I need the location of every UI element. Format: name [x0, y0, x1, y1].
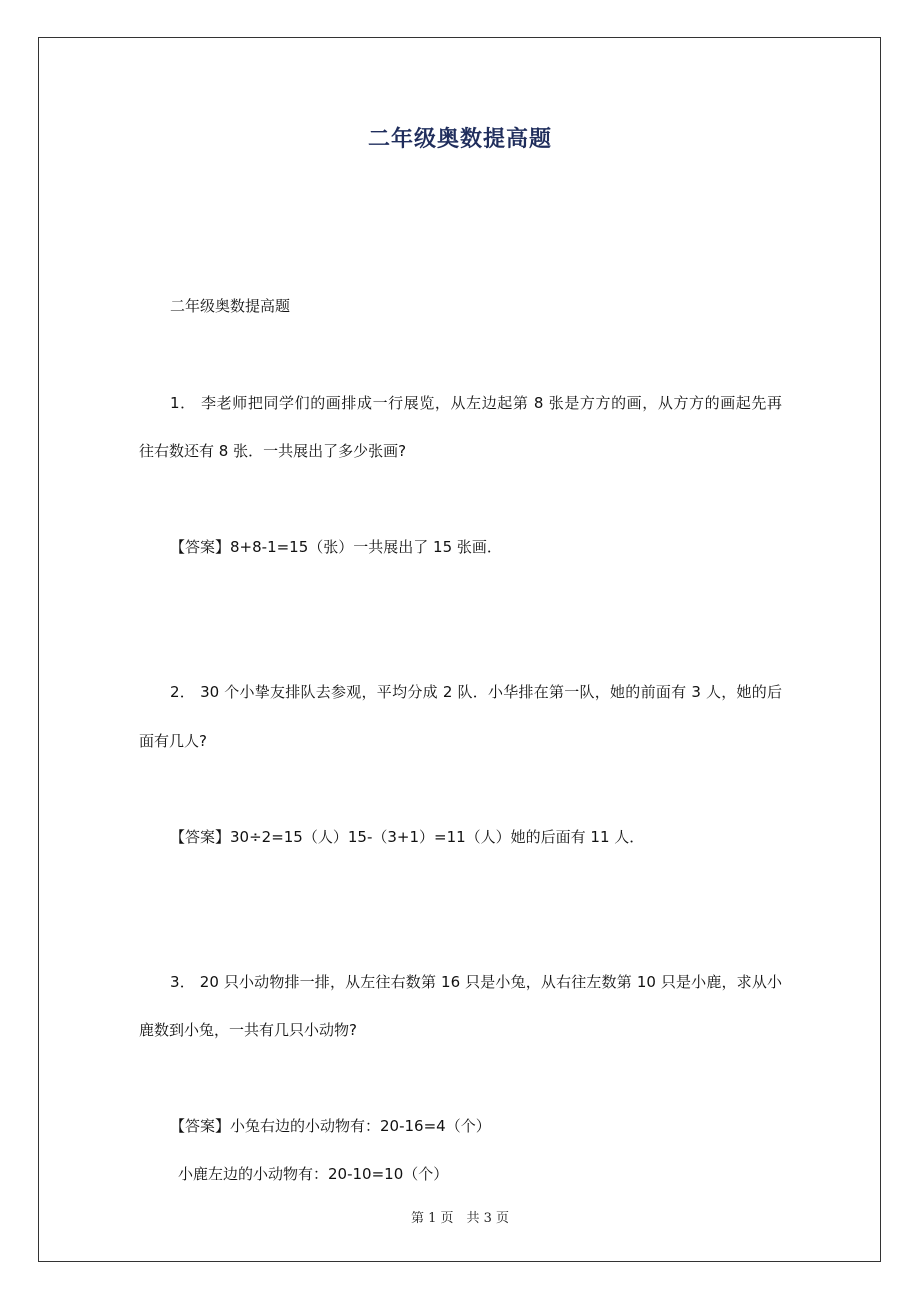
question-2-line-1: 2． 30 个小挚友排队去参观，平均分成 2 队．小华排在第一队，她的前面有 3 人，她的后: [170, 683, 782, 701]
subtitle: 二年级奥数提高题: [170, 297, 291, 315]
question-3-line-2: 鹿数到小兔，一共有几只小动物?: [139, 1021, 357, 1039]
question-2-line-2: 面有几人?: [139, 732, 207, 750]
page-frame: [38, 37, 881, 1262]
page-footer: 第 1 页 共 3 页: [410, 1211, 510, 1226]
document-title: 二年级奥数提高题: [367, 127, 552, 152]
question-1-line-2: 往右数还有 8 张．一共展出了多少张画?: [139, 442, 407, 460]
question-1-answer: 【答案】8+8-1=15（张）一共展出了 15 张画．: [170, 538, 502, 556]
question-1-line-1: 1． 李老师把同学们的画排成一行展览，从左边起第 8 张是方方的画，从方方的画起先再: [170, 394, 782, 412]
question-2-answer: 【答案】30÷2=15（人）15-（3+1）=11（人）她的后面有 11 人．: [170, 828, 645, 846]
question-3-answer-line-2: 小鹿左边的小动物有：20-10=10（个）: [178, 1165, 449, 1183]
question-3-line-1: 3． 20 只小动物排一排，从左往右数第 16 只是小兔，从右往左数第 10 只是小鹿，求从小: [170, 973, 782, 991]
question-3-answer: 【答案】小兔右边的小动物有：20-16=4（个）: [170, 1117, 491, 1135]
